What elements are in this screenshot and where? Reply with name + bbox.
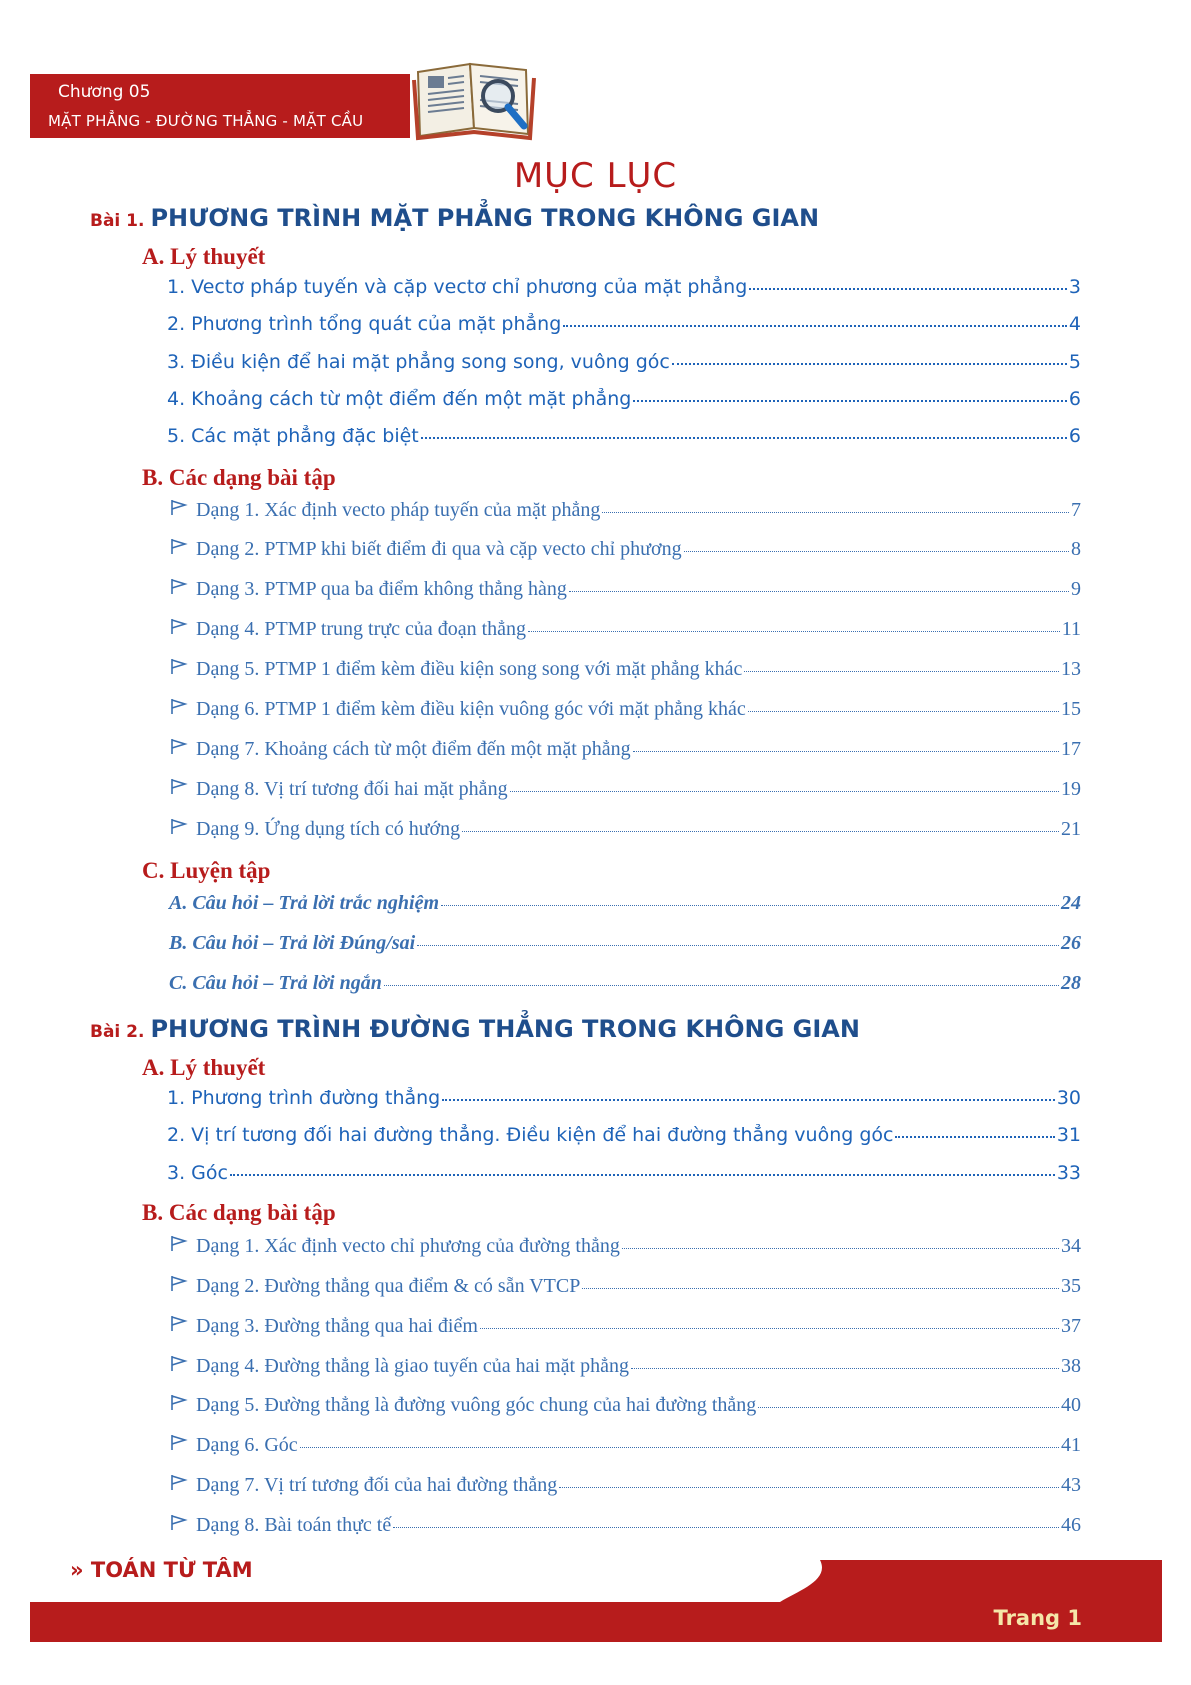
- flag-icon: [169, 1513, 189, 1531]
- chapter-banner: [30, 74, 410, 138]
- lesson-1-number: Bài 1.: [90, 211, 145, 231]
- flag-icon: [169, 1354, 189, 1372]
- toc-entry[interactable]: Dạng 5. PTMP 1 điểm kèm điều kiện song song với mặt phẳng khác 13: [169, 657, 1081, 681]
- toc-entry[interactable]: Dạng 5. Đường thẳng là đường vuông góc chung của hai đường thẳng 40: [169, 1393, 1081, 1417]
- flag-icon: [169, 577, 189, 595]
- toc-entry[interactable]: 4. Khoảng cách từ một điểm đến một mặt phẳng 6: [167, 388, 1081, 410]
- toc-title: MỤC LỤC: [513, 156, 678, 196]
- chapter-topic: MẶT PHẲNG - ĐƯỜNG THẲNG - MẶT CẦU: [48, 112, 364, 130]
- toc-entry[interactable]: 3. Góc 33: [167, 1162, 1081, 1184]
- brand-label: » TOÁN TỪ TÂM: [70, 1558, 253, 1582]
- toc-entry[interactable]: Dạng 3. Đường thẳng qua hai điểm 37: [169, 1314, 1081, 1338]
- toc-entry[interactable]: 2. Vị trí tương đối hai đường thẳng. Điều kiện để hai đường thẳng vuông góc 31: [167, 1124, 1081, 1146]
- toc-entry[interactable]: Dạng 6. PTMP 1 điểm kèm điều kiện vuông góc với mặt phẳng khác 15: [169, 697, 1081, 721]
- book-magnifier-icon: [410, 50, 538, 146]
- lesson-1-section-b[interactable]: B. Các dạng bài tập: [142, 465, 336, 490]
- toc-entry[interactable]: Dạng 8. Bài toán thực tế 46: [169, 1513, 1081, 1537]
- toc-entry[interactable]: B. Câu hỏi – Trả lời Đúng/sai 26: [169, 932, 1081, 954]
- page-footer: [30, 1560, 1162, 1642]
- lesson-1-section-c[interactable]: C. Luyện tập: [142, 858, 271, 883]
- flag-icon: [169, 1234, 189, 1252]
- flag-icon: [169, 1473, 189, 1491]
- toc-entry[interactable]: Dạng 8. Vị trí tương đối hai mặt phẳng 19: [169, 777, 1081, 801]
- lesson-2-section-a[interactable]: A. Lý thuyết: [142, 1055, 266, 1080]
- flag-icon: [169, 537, 189, 555]
- toc-entry[interactable]: Dạng 2. Đường thẳng qua điểm & có sẵn VTCP 35: [169, 1274, 1081, 1298]
- toc-entry[interactable]: Dạng 1. Xác định vecto pháp tuyến của mặt phẳng 7: [169, 498, 1081, 522]
- lesson-2-heading[interactable]: [90, 1015, 860, 1043]
- toc-entry[interactable]: Dạng 4. Đường thẳng là giao tuyến của hai mặt phẳng 38: [169, 1354, 1081, 1378]
- lesson-2-title: PHƯƠNG TRÌNH ĐƯỜNG THẲNG TRONG KHÔNG GIAN: [150, 1015, 860, 1043]
- flag-icon: [169, 1393, 189, 1411]
- toc-entry[interactable]: A. Câu hỏi – Trả lời trắc nghiệm 24: [169, 892, 1081, 914]
- lesson-1-title: PHƯƠNG TRÌNH MẶT PHẲNG TRONG KHÔNG GIAN: [150, 204, 820, 232]
- toc-entry[interactable]: Dạng 3. PTMP qua ba điểm không thẳng hàng 9: [169, 577, 1081, 601]
- flag-icon: [169, 817, 189, 835]
- toc-entry[interactable]: Dạng 7. Khoảng cách từ một điểm đến một mặt phẳng 17: [169, 737, 1081, 761]
- flag-icon: [169, 1433, 189, 1451]
- toc-entry[interactable]: 2. Phương trình tổng quát của mặt phẳng 4: [167, 313, 1081, 335]
- flag-icon: [169, 1274, 189, 1292]
- toc-entry[interactable]: Dạng 6. Góc 41: [169, 1433, 1081, 1457]
- flag-icon: [169, 777, 189, 795]
- toc-entry[interactable]: Dạng 7. Vị trí tương đối của hai đường thẳng 43: [169, 1473, 1081, 1497]
- flag-icon: [169, 697, 189, 715]
- toc-entry[interactable]: 3. Điều kiện để hai mặt phẳng song song, vuông góc 5: [167, 351, 1081, 373]
- toc-entry[interactable]: 1. Phương trình đường thẳng 30: [167, 1087, 1081, 1109]
- toc-entry[interactable]: Dạng 1. Xác định vecto chỉ phương của đường thẳng 34: [169, 1234, 1081, 1258]
- chapter-label: Chương 05: [58, 82, 151, 102]
- lesson-1-section-a[interactable]: A. Lý thuyết: [142, 244, 266, 269]
- toc-entry[interactable]: Dạng 4. PTMP trung trực của đoạn thẳng 11: [169, 617, 1081, 641]
- toc-entry[interactable]: Dạng 2. PTMP khi biết điểm đi qua và cặp vecto chỉ phương 8: [169, 537, 1081, 561]
- flag-icon: [169, 498, 189, 516]
- toc-entry[interactable]: Dạng 9. Ứng dụng tích có hướng 21: [169, 817, 1081, 841]
- flag-icon: [169, 617, 189, 635]
- toc-entry[interactable]: C. Câu hỏi – Trả lời ngắn 28: [169, 972, 1081, 994]
- flag-icon: [169, 737, 189, 755]
- lesson-2-number: Bài 2.: [90, 1022, 145, 1042]
- lesson-2-section-b[interactable]: B. Các dạng bài tập: [142, 1200, 336, 1225]
- toc-entry[interactable]: 1. Vectơ pháp tuyến và cặp vectơ chỉ phương của mặt phẳng 3: [167, 276, 1081, 298]
- flag-icon: [169, 1314, 189, 1332]
- lesson-1-heading[interactable]: [90, 204, 819, 232]
- toc-entry[interactable]: 5. Các mặt phẳng đặc biệt 6: [167, 425, 1081, 447]
- flag-icon: [169, 657, 189, 675]
- page-number: Trang 1: [993, 1606, 1082, 1630]
